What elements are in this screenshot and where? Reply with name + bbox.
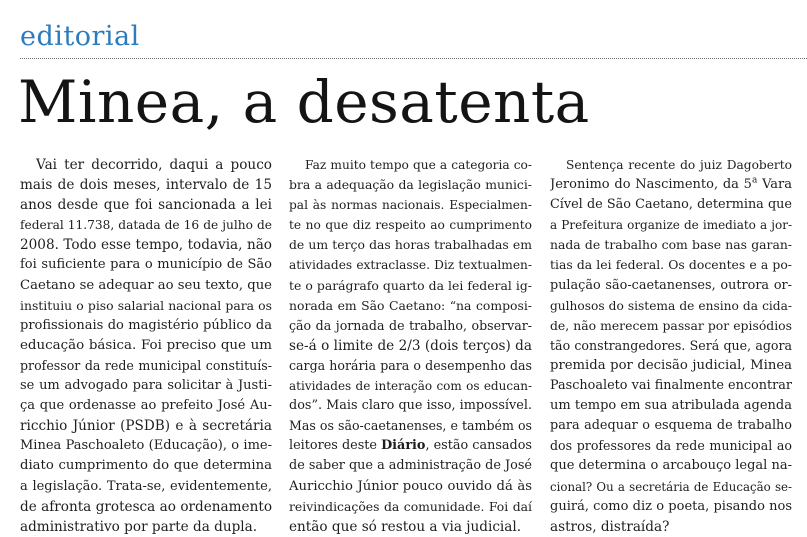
text-line: então que só restou a via judicial. bbox=[289, 518, 522, 535]
text-line: se um advogado para solicitar à Justi- bbox=[20, 378, 272, 394]
text-line: um tempo em sua atribulada agenda bbox=[550, 398, 792, 414]
text-fragment: leitores deste bbox=[289, 438, 382, 454]
text-line: atividades de interação com os educan- bbox=[289, 379, 532, 394]
text-line: pal às normas nacionais. Especialmen- bbox=[289, 198, 532, 213]
text-line: Caetano se adequar ao seu texto, que bbox=[20, 277, 272, 293]
text-line: Faz muito tempo que a categoria co- bbox=[305, 158, 532, 172]
text-line: Auricchio Júnior pouco ouvido dá às bbox=[289, 478, 532, 494]
text-line: de saber que a administração de José bbox=[289, 458, 532, 474]
text-line: Minea Paschoaleto (Educação), o ime- bbox=[20, 438, 272, 454]
text-line: tias da lei federal. Os docentes e a po- bbox=[550, 257, 792, 273]
text-line: tão constrangedores. Será que, agora bbox=[550, 337, 792, 353]
text-line: de afronta grotesca ao ordenamento bbox=[20, 498, 272, 515]
text-line: guirá, como diz o poeta, pisando nos bbox=[550, 498, 792, 514]
text-line: carga horária para o desempenho das bbox=[289, 357, 532, 373]
section-divider bbox=[20, 58, 807, 59]
text-line: dos professores da rede municipal ao bbox=[550, 438, 792, 454]
text-line: Mas os são-caetanenses, e também os bbox=[289, 418, 532, 434]
text-line: instituiu o piso salarial nacional para os bbox=[20, 297, 272, 313]
text-line: a Prefeitura organize de imediato a jor- bbox=[550, 218, 792, 233]
text-line: mais de dois meses, intervalo de 15 bbox=[20, 177, 272, 194]
text-line: administrativo por parte da dupla. bbox=[20, 518, 258, 535]
text-line: professor da rede municipal constituís- bbox=[20, 357, 272, 373]
text-line: reivindicações da comunidade. Foi daí bbox=[289, 498, 532, 514]
text-line: astros, distraída? bbox=[550, 518, 670, 535]
text-line: cional? Ou a secretária de Educação se- bbox=[550, 479, 792, 494]
text-line: foi suficiente para o município de São bbox=[20, 257, 272, 273]
text-line: dos”. Mais claro que isso, impossível. bbox=[289, 398, 532, 414]
headline: Minea, a desatenta bbox=[18, 68, 590, 136]
text-line: a legislação. Trata-se, evidentemente, bbox=[20, 478, 272, 494]
column-2 bbox=[289, 155, 532, 537]
text-line: de, não merecem passar por episódios bbox=[550, 317, 792, 333]
text-line-with-bold bbox=[289, 436, 532, 456]
column-3 bbox=[550, 155, 792, 537]
text-line: Sentença recente do juiz Dagoberto bbox=[566, 158, 792, 172]
newspaper-name: Diário bbox=[381, 438, 426, 454]
text-line: 2008. Todo esse tempo, todavia, não bbox=[20, 237, 272, 254]
text-line: atividades extraclasse. Diz textualmen- bbox=[289, 258, 532, 273]
text-line: se-á o limite de 2/3 (dois terços) da bbox=[289, 337, 532, 354]
text-fragment: Jeronimo do Nascimento, da 5 bbox=[550, 177, 752, 193]
ordinal-superscript: a bbox=[751, 175, 758, 186]
text-fragment: Vara bbox=[757, 177, 792, 193]
text-line: ricchio Júnior (PSDB) e à secretária bbox=[20, 418, 272, 435]
text-fragment: , estão cansados bbox=[425, 438, 532, 454]
text-line: diato cumprimento do que determina bbox=[20, 458, 272, 474]
text-line: anos desde que foi sancionada a lei bbox=[20, 197, 272, 214]
text-line: de um terço das horas trabalhadas em bbox=[289, 237, 532, 253]
text-line: Vai ter decorrido, daqui a pouco bbox=[36, 157, 272, 173]
text-line: profissionais do magistério público da bbox=[20, 317, 272, 333]
text-line: Cível de São Caetano, determina que bbox=[550, 197, 792, 213]
text-line: gulhosos do sistema de ensino da cida- bbox=[550, 298, 792, 313]
text-line: te no que diz respeito ao cumprimento bbox=[289, 218, 532, 233]
text-line: nada de trabalho com base nas garan- bbox=[550, 237, 792, 253]
text-line: ça que ordenasse ao prefeito José Au- bbox=[20, 398, 272, 414]
text-line: te o parágrafo quarto da lei federal ig- bbox=[289, 277, 532, 293]
text-line: Paschoaleto vai finalmente encontrar bbox=[550, 378, 792, 394]
text-line: norada em São Caetano: “na composi- bbox=[289, 297, 532, 313]
text-line: ção da jornada de trabalho, observar- bbox=[289, 317, 532, 333]
section-label: editorial bbox=[20, 21, 140, 52]
text-line: federal 11.738, datada de 16 de julho de bbox=[20, 218, 272, 233]
text-line-with-superscript bbox=[550, 175, 792, 195]
text-line: bra a adequação da legislação munici- bbox=[289, 177, 532, 193]
text-line: que determina o arcabouço legal na- bbox=[550, 458, 792, 474]
text-line: pulação são-caetanenses, outrora or- bbox=[550, 277, 792, 293]
column-1 bbox=[20, 155, 272, 537]
text-line: educação básica. Foi preciso que um bbox=[20, 337, 272, 353]
text-line: premida por decisão judicial, Minea bbox=[550, 357, 792, 373]
text-line: para adequar o esquema de trabalho bbox=[550, 418, 792, 434]
